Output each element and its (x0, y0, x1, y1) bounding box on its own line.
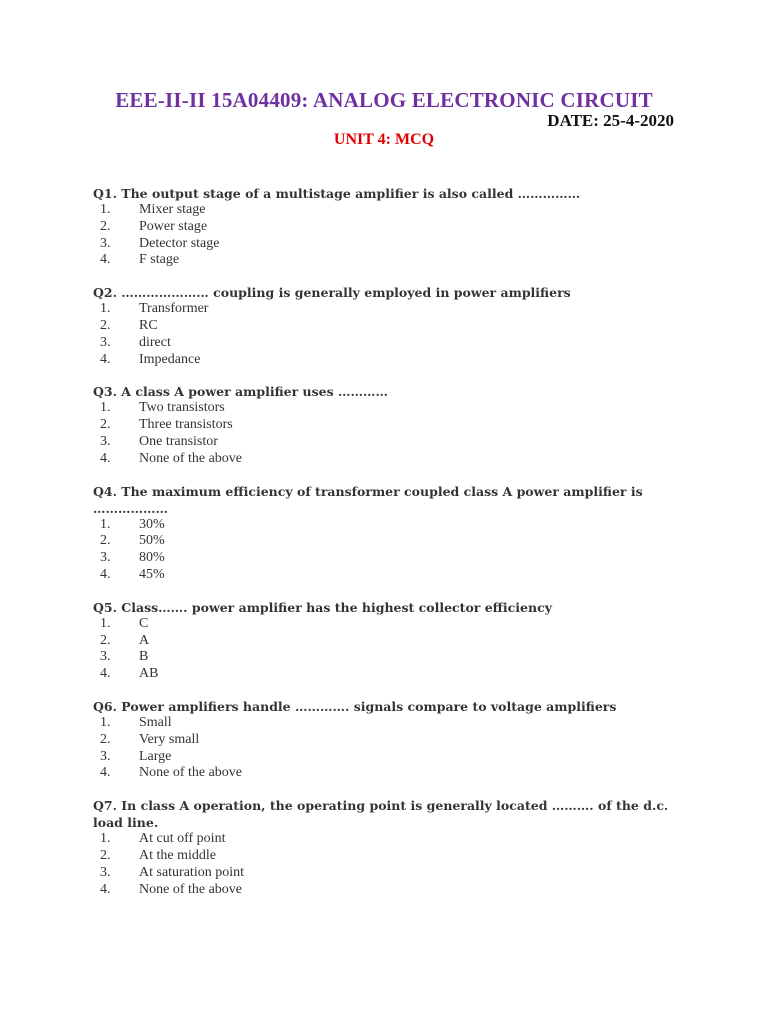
option-text: 30% (139, 516, 165, 532)
option-text: At saturation point (139, 864, 244, 880)
option-number: 4. (100, 666, 111, 682)
option-number: 2. (100, 533, 111, 549)
question-2 (93, 284, 693, 368)
option-text: Power stage (139, 218, 208, 234)
option-number: 2. (100, 632, 111, 648)
option-number: 3. (100, 864, 111, 880)
option-number: 3. (100, 649, 111, 665)
option-text: C (139, 615, 149, 631)
unit-heading: UNIT 4: MCQ (333, 131, 435, 148)
option-item (93, 616, 693, 633)
option-text: None of the above (139, 765, 243, 781)
option-number: 1. (100, 301, 111, 317)
option-text: Three transistors (139, 417, 233, 433)
option-item (93, 451, 693, 468)
question-5 (93, 599, 693, 683)
option-item (93, 400, 693, 417)
option-text: Large (139, 748, 172, 764)
option-item (93, 517, 693, 534)
option-item (93, 831, 693, 848)
option-number: 3. (100, 433, 111, 449)
option-text: AB (139, 666, 159, 682)
option-number: 2. (100, 731, 111, 747)
option-number: 1. (100, 400, 111, 416)
question-6 (93, 698, 693, 782)
option-item (93, 236, 693, 253)
option-text: Detector stage (139, 235, 220, 251)
option-number: 3. (100, 235, 111, 251)
option-item (93, 649, 693, 666)
option-item (93, 301, 693, 318)
option-text: Very small (139, 731, 200, 747)
option-number: 4. (100, 765, 111, 781)
option-number: 4. (100, 351, 111, 367)
option-item (93, 848, 693, 865)
option-item (93, 666, 693, 683)
option-text: Two transistors (139, 400, 225, 416)
option-item (93, 749, 693, 766)
question-text: Q6. Power amplifiers handle …………. signals compare to voltage amplifiers (93, 698, 617, 714)
question-3 (93, 383, 693, 467)
question-4 (93, 483, 693, 584)
option-item (93, 550, 693, 567)
option-number: 3. (100, 748, 111, 764)
option-number: 2. (100, 218, 111, 234)
option-text: A (139, 632, 150, 648)
question-1 (93, 185, 693, 269)
question-list (93, 185, 693, 913)
option-number: 1. (100, 516, 111, 532)
option-text: RC (139, 317, 158, 333)
option-item (93, 882, 693, 899)
option-text: Mixer stage (139, 202, 206, 217)
option-item (93, 318, 693, 335)
question-text: Q5. Class……. power amplifier has the highest collector efficiency (93, 599, 552, 615)
option-text: B (139, 649, 149, 665)
option-item (93, 732, 693, 749)
option-text: At cut off point (139, 831, 226, 847)
option-text: Small (139, 714, 172, 730)
option-item (93, 252, 693, 269)
question-text: Q4. The maximum efficiency of transformer coupled class A power amplifier is ……………… (93, 483, 643, 516)
option-item (93, 434, 693, 451)
option-item (93, 633, 693, 650)
option-number: 4. (100, 881, 111, 897)
option-number: 2. (100, 417, 111, 433)
option-item (93, 219, 693, 236)
option-text: At the middle (139, 847, 216, 863)
option-number: 1. (100, 615, 111, 631)
question-text: Q1. The output stage of a multistage amplifier is also called …………… (93, 186, 581, 201)
option-text: Impedance (139, 351, 201, 367)
option-number: 1. (100, 202, 111, 217)
option-text: F stage (139, 252, 180, 268)
document-title: EEE-II-II 15A04409: ANALOG ELECTRONIC CIRCUIT (115, 88, 653, 112)
option-item (93, 715, 693, 732)
option-text: None of the above (139, 881, 243, 897)
option-number: 4. (100, 450, 111, 466)
option-number: 3. (100, 334, 111, 350)
option-number: 1. (100, 831, 111, 847)
option-item (93, 202, 693, 219)
option-item (93, 533, 693, 550)
option-text: One transistor (139, 433, 218, 449)
question-text: Q3. A class A power amplifier uses ………… (93, 384, 389, 400)
option-number: 4. (100, 252, 111, 268)
option-text: Transformer (139, 301, 209, 317)
option-item (93, 765, 693, 782)
option-item (93, 352, 693, 369)
option-text: 45% (139, 566, 165, 582)
option-item (93, 417, 693, 434)
option-item (93, 865, 693, 882)
option-item (93, 335, 693, 352)
option-number: 4. (100, 566, 111, 582)
option-text: None of the above (139, 450, 243, 466)
question-text: Q7. In class A operation, the operating point is generally located ………. of the d.c. load line. (93, 798, 669, 831)
option-number: 2. (100, 847, 111, 863)
option-text: 50% (139, 533, 165, 549)
option-number: 1. (100, 714, 111, 730)
option-text: direct (139, 334, 171, 350)
option-text: 80% (139, 550, 165, 566)
option-item (93, 567, 693, 584)
question-text: Q2. ………………… coupling is generally employed in power amplifiers (93, 285, 571, 301)
document-date: DATE: 25-4-2020 (547, 111, 674, 130)
option-number: 2. (100, 317, 111, 333)
option-number: 3. (100, 550, 111, 566)
question-7 (93, 797, 693, 898)
